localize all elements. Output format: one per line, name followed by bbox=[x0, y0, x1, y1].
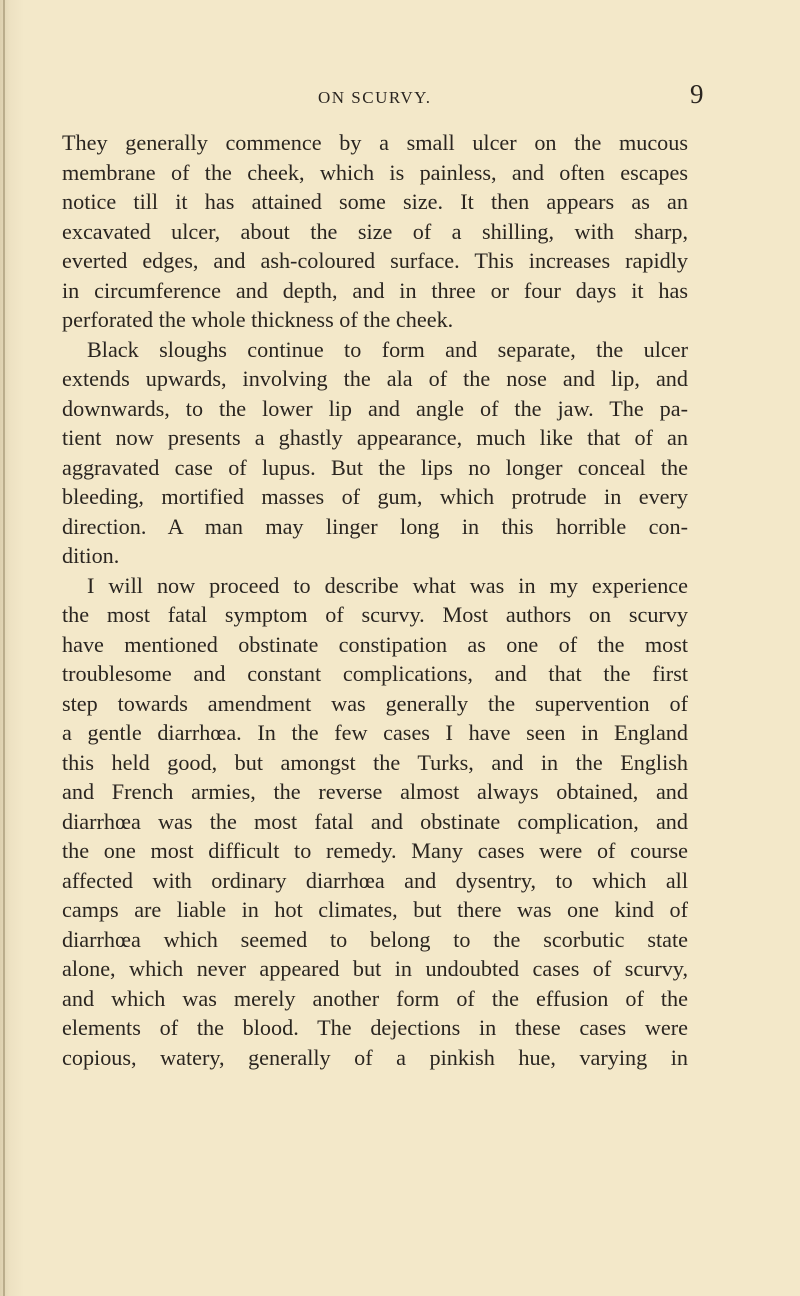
text-line: bleeding, mortified masses of gum, which protrude in every bbox=[62, 484, 688, 509]
text-line: I will now proceed to describe what was in my experience bbox=[87, 572, 688, 598]
text-line: membrane of the cheek, which is painless, and often escapes bbox=[62, 159, 688, 185]
text-line: the one most difficult to remedy. Many cases were of course bbox=[62, 838, 688, 863]
binding-gutter bbox=[3, 0, 5, 1296]
text-line: troublesome and constant complications, and that the first bbox=[62, 661, 688, 686]
text-line: copious, watery, generally of a pinkish hue, varying in bbox=[62, 1044, 688, 1070]
text-line: have mentioned obstinate constipation as one of the most bbox=[62, 631, 688, 657]
text-line: alone, which never appeared but in undoubted cases of scurvy, bbox=[62, 956, 688, 981]
text-line: camps are liable in hot climates, but there was one kind of bbox=[62, 897, 688, 922]
text-line: direction. A man may linger long in this horrible con- bbox=[62, 513, 688, 539]
text-line: aggravated case of lupus. But the lips no longer conceal the bbox=[62, 454, 688, 480]
text-line: in circumference and depth, and in three or four days it has bbox=[62, 277, 688, 303]
text-line: affected with ordinary diarrhœa and dysentry, to which all bbox=[62, 867, 688, 893]
text-line: this held good, but amongst the Turks, and in the English bbox=[62, 749, 688, 775]
running-title: ON SCURVY. bbox=[318, 88, 432, 107]
text-line: a gentle diarrhœa. In the few cases I have seen in England bbox=[62, 720, 688, 745]
text-line: diarrhœa was the most fatal and obstinate complication, and bbox=[62, 808, 688, 834]
text-line: downwards, to the lower lip and angle of the jaw. The pa- bbox=[62, 395, 688, 421]
text-line: the most fatal symptom of scurvy. Most authors on scurvy bbox=[62, 602, 688, 627]
text-line: notice till it has attained some size. It then appears as an bbox=[62, 189, 688, 214]
page-number: 9 bbox=[690, 79, 704, 109]
text-line: perforated the whole thickness of the cheek. bbox=[62, 307, 454, 332]
text-line: and which was merely another form of the effusion of the bbox=[62, 985, 688, 1011]
text-line: tient now presents a ghastly appearance, much like that of an bbox=[62, 425, 688, 450]
text-line: step towards amendment was generally the supervention of bbox=[62, 690, 688, 716]
text-line: dition. bbox=[62, 543, 120, 568]
text-line: excavated ulcer, about the size of a shilling, with sharp, bbox=[62, 218, 688, 244]
body-text bbox=[62, 128, 688, 1072]
text-line: Black sloughs continue to form and separate, the ulcer bbox=[87, 336, 688, 362]
text-line: everted edges, and ash-coloured surface. This increases rapidly bbox=[62, 248, 688, 273]
text-line: They generally commence by a small ulcer on the mucous bbox=[62, 130, 688, 155]
text-line: elements of the blood. The dejections in these cases were bbox=[62, 1015, 688, 1040]
text-line: extends upwards, involving the ala of the nose and lip, and bbox=[62, 366, 688, 391]
text-line: diarrhœa which seemed to belong to the scorbutic state bbox=[62, 926, 688, 952]
text-line: and French armies, the reverse almost always obtained, and bbox=[62, 779, 688, 804]
